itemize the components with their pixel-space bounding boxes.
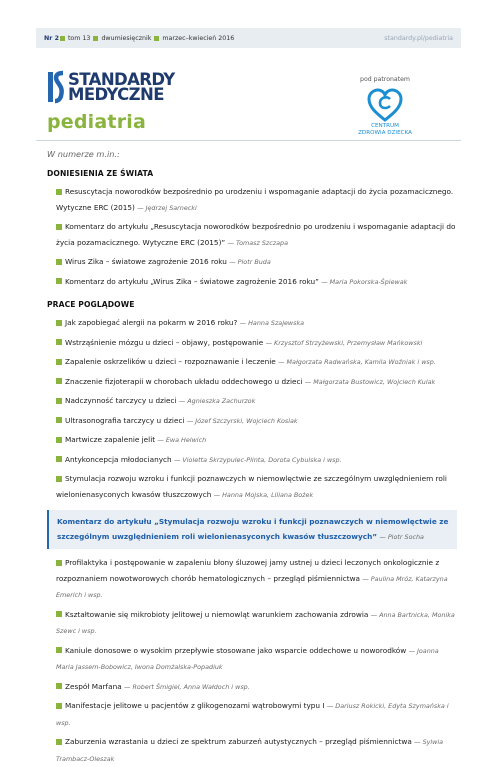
list-item[interactable]: [47, 315, 457, 332]
logo-mark-icon: [48, 72, 64, 102]
article-authors: — Paulina Mróz, Katarzyna Emerich i wsp.: [56, 574, 448, 599]
article-title: Znaczenie fizjoterapii w chorobach układu oddechowego u dzieci: [65, 376, 303, 386]
highlight-authors: — Piotr Socha: [379, 533, 424, 541]
bullet-square-icon: [56, 359, 62, 365]
contents-intro: W numerze m.in.:: [47, 149, 120, 159]
list-item[interactable]: [47, 354, 457, 371]
issue-number: Nr 2: [44, 34, 59, 42]
list-item[interactable]: [47, 452, 457, 469]
article-title: Zapalenie oskrzelików u dzieci – rozpoznawanie i leczenie: [65, 357, 276, 366]
article-title: Antykoncepcja młodocianych: [65, 454, 172, 464]
article-title: Stymulacja rozwoju wzroku i funkcji poznawczych w niemowlęctwie ze szczególnym uwzględnieniem roli wielonienasyconych kwasów tłuszczowych: [56, 474, 447, 499]
article-title: Zespół Marfana: [65, 681, 122, 691]
article-title: Manifestacje jelitowe u pacjentów z glikogenozami wątrobowymi typu I: [65, 701, 325, 710]
article-authors: — Robert Śmigiel, Anna Wałdoch i wsp.: [124, 682, 250, 691]
bullet-square-icon: [56, 278, 62, 284]
heart-logo-icon: [366, 88, 404, 122]
list-item[interactable]: [47, 471, 457, 503]
bullet-square-icon: [56, 224, 62, 230]
article-authors: — Małgorzata Bustowicz, Wojciech Kulak: [304, 377, 436, 386]
article-authors: — Joanna Maria Jassem-Bobowicz, Iwona Domżalska-Popadiuk: [56, 646, 439, 671]
bullet-square-icon: [56, 259, 62, 265]
list-item[interactable]: [47, 432, 457, 449]
article-authors: — Krzysztof Strzyżewski, Przemysław Mańkowski: [265, 338, 423, 347]
patron-name: [345, 123, 425, 137]
list-item[interactable]: [47, 274, 457, 291]
article-title: Nadczynność tarczycy u dzieci: [65, 396, 177, 405]
article-authors: — Ewa Helwich: [157, 436, 207, 444]
list-item[interactable]: [47, 254, 457, 271]
patronage-label: pod patronatem: [360, 76, 410, 83]
article-title: Jak zapobiegać alergii na pokarm w 2016 roku?: [65, 318, 238, 327]
article-authors: — Dariusz Rokicki, Edyta Szymańska i wsp.: [56, 702, 449, 727]
list-item[interactable]: [47, 607, 457, 640]
article-authors: — Violetta Skrzypulec-Plinta, Dorota Cybulska i wsp.: [173, 455, 342, 464]
volume: tom 13: [67, 34, 91, 42]
highlight-title: Komentarz do artykułu „Stymulacja rozwoju wzroku i funkcji poznawczych w niemowlęctwie ze szczególnym uwzględnieniem roli wielonienasyconych kwasów tłuszczowych”: [57, 517, 449, 541]
article-authors: — Maria Pokorska-Śpiewak: [321, 277, 408, 286]
bullet-square-icon: [56, 456, 62, 462]
article-authors: — Agnieszka Zachurzok: [178, 397, 256, 405]
list-item[interactable]: [47, 374, 457, 391]
patron-name-line-1: CENTRUM: [371, 123, 399, 129]
article-title: Wirus Zika – światowe zagrożenie 2016 roku: [65, 257, 227, 266]
header-divider: [36, 140, 461, 141]
article-title: Kaniule donosowe o wysokim przepływie stosowane jako wsparcie oddechowe u noworodków: [65, 645, 407, 655]
issue-header-bar: [36, 28, 461, 48]
article-title: Martwicze zapalenie jelit: [65, 435, 156, 444]
bullet-square-icon: [60, 36, 65, 41]
bullet-square-icon: [56, 339, 62, 345]
bullet-square-icon: [56, 647, 62, 653]
table-of-contents: [47, 148, 457, 767]
section-title: DONIESIENIA ZE ŚWIATA: [47, 169, 154, 178]
list-item[interactable]: [47, 643, 457, 676]
bullet-square-icon: [56, 476, 62, 482]
article-title: Zaburzenia wzrastania u dzieci ze spektrum zaburzeń autystycznych – przegląd piśmiennictwa: [65, 737, 412, 746]
article-title: Wstrząśnienie mózgu u dzieci – objawy, postępowanie: [65, 337, 264, 347]
article-authors: — Tomasz Szczapa: [227, 238, 289, 247]
article-authors: — Sylwia Trambacz-Oleszak: [56, 738, 444, 763]
article-title: Komentarz do artykułu „Wirus Zika – światowe zagrożenie 2016 roku”: [65, 276, 319, 286]
bullet-square-icon: [56, 417, 62, 423]
article-title: Kształtowanie się mikrobioty jelitowej u niemowląt warunkiem zachowania zdrowia: [65, 609, 369, 619]
bullet-square-icon: [56, 189, 62, 195]
brand-line-1: STANDARDY: [68, 70, 175, 89]
article-authors: — Anna Bartnicka, Monika Szewc i wsp.: [56, 610, 455, 635]
bullet-square-icon: [56, 437, 62, 443]
article-title: Resuscytacja noworodków bezpośrednio po urodzeniu i wspomaganie adaptacji do życia pozamacicznego. Wytyczne ERC (2015): [56, 187, 454, 212]
highlighted-commentary[interactable]: [47, 510, 457, 549]
list-item[interactable]: [47, 413, 457, 430]
article-authors: — Jędrzej Sarnecki: [137, 203, 197, 212]
list-item[interactable]: [47, 335, 457, 352]
patron-name-line-2: ZDROWIA DZIECKA: [358, 130, 412, 136]
bullet-square-icon: [93, 36, 98, 41]
standardy-medyczne-logo: [48, 72, 175, 102]
bullet-square-icon: [56, 703, 62, 709]
bullet-square-icon: [56, 560, 62, 566]
frequency: dwumiesięcznik: [101, 34, 152, 42]
bullet-square-icon: [56, 378, 62, 384]
website-link[interactable]: standardy.pl/pediatria: [384, 34, 453, 42]
bullet-square-icon: [154, 36, 159, 41]
article-title: Komentarz do artykułu „Resuscytacja noworodków bezpośrednio po urodzeniu i wspomaganie adaptacji do życia pozamacicznego. Wytyczne ERC (2015)”: [56, 222, 456, 247]
article-authors: — Piotr Buda: [229, 258, 271, 266]
section-title: PRACE POGLĄDOWE: [47, 300, 135, 309]
article-authors: — Hanna Mojska, Liliana Bożek: [213, 490, 314, 499]
list-item[interactable]: [47, 219, 457, 251]
list-item[interactable]: [47, 184, 457, 216]
article-title: Profilaktyka i postępowanie w zapaleniu błony śluzowej jamy ustnej u dzieci leczonych onkologicznie z rozpoznaniem nowotworowych chorób hematologicznych – przegląd piśmiennictwa: [56, 558, 440, 583]
article-authors: — Józef Szczyrski, Wojciech Kosiak: [186, 416, 298, 425]
issue-period: marzec–kwiecień 2016: [162, 34, 235, 42]
list-item[interactable]: [47, 679, 457, 696]
article-authors: — Małgorzata Radwańska, Kamila Woźniak i wsp.: [278, 358, 436, 366]
list-item[interactable]: [47, 555, 457, 604]
bullet-square-icon: [56, 320, 62, 326]
brand-line-2: MEDYCZNE: [68, 85, 164, 104]
bullet-square-icon: [56, 611, 62, 617]
journal-title: pediatria: [47, 111, 147, 133]
list-item[interactable]: [47, 734, 457, 767]
bullet-square-icon: [56, 398, 62, 404]
bullet-square-icon: [56, 683, 62, 689]
list-item[interactable]: [47, 698, 457, 731]
list-item[interactable]: [47, 393, 457, 410]
article-authors: — Hanna Szajewska: [239, 319, 305, 327]
bullet-square-icon: [56, 739, 62, 745]
article-title: Ultrasonografia tarczycy u dzieci: [65, 415, 185, 425]
